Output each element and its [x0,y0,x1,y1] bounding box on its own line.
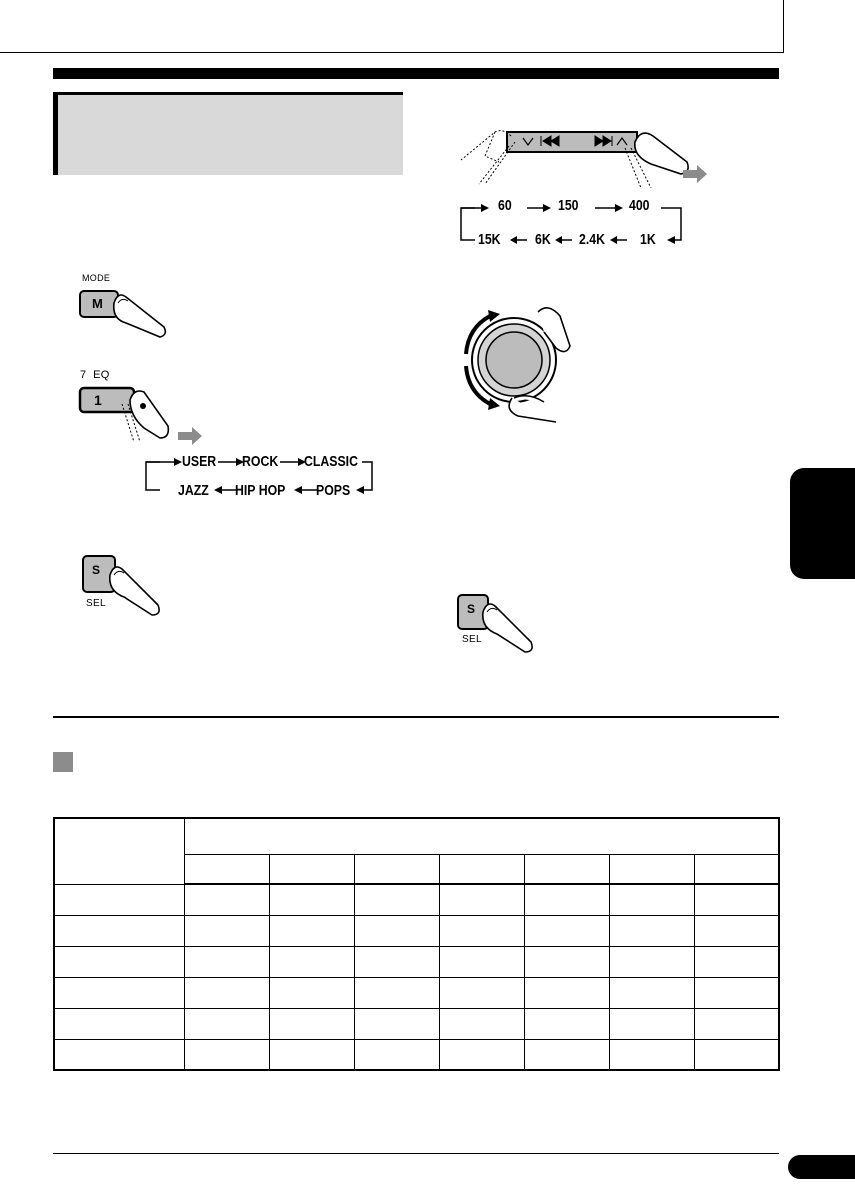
band-header-cell [524,854,609,884]
sel-label-left: SEL [86,598,106,609]
eq-button-figure [74,380,214,450]
eq-label: 7 EQ [80,369,110,381]
freq-400: 400 [629,197,650,214]
mode-label: MODE [82,273,111,283]
table-row [54,1039,779,1070]
s-key-label-right: S [467,602,476,616]
band-header-cell [184,854,269,884]
preset-classic: CLASSIC [304,453,358,470]
crop-mark [0,52,783,53]
table-row [54,946,779,977]
table-row [54,884,779,915]
freq-6k: 6K [535,231,551,248]
crop-mark [783,0,784,53]
track-buttons-figure [455,122,715,192]
section-title-box [53,92,403,175]
equalizer-table [53,817,780,1071]
freq-2-4k: 2.4K [579,231,605,248]
band-header-cell [269,854,354,884]
table-row [54,977,779,1008]
preset-hip-hop: HIP HOP [235,482,286,499]
mode-button-figure [74,285,174,345]
preset-pops: POPS [316,482,351,499]
band-header-cell [354,854,439,884]
freq-1k: 1K [640,231,656,248]
control-dial-figure [452,302,592,424]
preset-rock: ROCK [242,453,279,470]
freq-15k: 15K [478,231,501,248]
footer-rule [53,1153,779,1154]
table-row [54,1008,779,1039]
band-header-cell [609,854,694,884]
page-number-pill [788,1155,855,1179]
language-tab [790,468,855,579]
band-header-cell [439,854,524,884]
one-key-label: 1 [94,392,102,408]
m-key-label: M [92,296,103,311]
freq-150: 150 [558,197,579,214]
table-row [54,915,779,946]
sel-label-right: SEL [462,634,482,645]
preset-user: USER [182,453,217,470]
table-corner-cell [54,818,184,884]
section-divider [53,716,779,718]
section-marker-square [53,752,73,772]
s-key-label-left: S [92,563,101,577]
top-bar [53,68,779,79]
preset-jazz: JAZZ [178,482,209,499]
table-header-cell [184,818,779,854]
band-header-cell [694,854,779,884]
freq-60: 60 [498,197,512,214]
